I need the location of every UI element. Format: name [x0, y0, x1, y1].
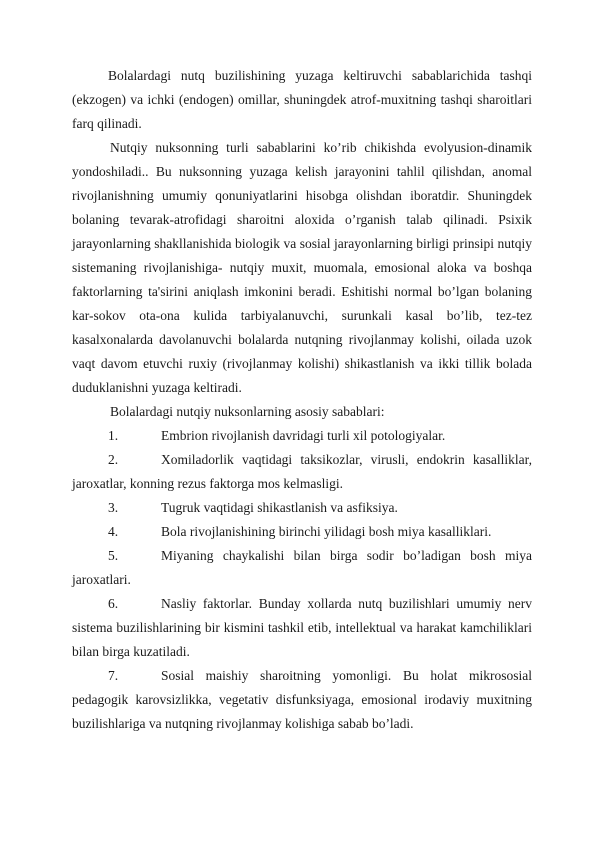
cause-text: Miyaning chaykalishi bilan birga sodir bo’ladigan bosh miya jaroxatlari. [72, 548, 532, 587]
cause-item [72, 424, 532, 448]
cause-number: 2. [108, 452, 119, 467]
cause-text: Embrion rivojlanish davridagi turli xil potologiyalar. [161, 428, 446, 443]
cause-item [72, 664, 532, 736]
cause-number: 4. [108, 524, 119, 539]
cause-item [72, 520, 532, 544]
document-page [72, 64, 532, 736]
cause-text: Bola rivojlanishining birinchi yilidagi bosh miya kasalliklari. [161, 524, 492, 539]
cause-number: 1. [108, 428, 119, 443]
cause-text: Tugruk vaqtidagi shikastlanish va asfiksiya. [161, 500, 398, 515]
cause-number: 3. [108, 500, 119, 515]
intro-paragraph: Bolalardagi nutq buzilishining yuzaga keltiruvchi sabablarichida tashqi (ekzogen) va ichki (endogen) omillar, shuningdek atrof-muxitning tashqi sharoitlari farq qilinadi. [72, 68, 532, 131]
cause-text: Xomiladorlik vaqtidagi taksikozlar, virusli, endokrin kasalliklar, jaroxatlar, konning rezus faktorga mos kelmasligi. [72, 452, 532, 491]
cause-text: Sosial maishiy sharoitning yomonligi. Bu holat mikrososial pedagogik karovsizlikka, vegetativ disfunksiyaga, emosional irodaviy muxitning buzilishlariga va nutqning rivojlanmay kolishiga sabab bo’ladi. [72, 668, 532, 731]
analysis-paragraph: Nutqiy nuksonning turli sabablarini ko’rib chikishda evolyusion-dinamik yondoshiladi.. Bu nuksonning yuzaga kelish jarayonini tahlil qilishdan, anomal rivojlanishning umumiy qonuniyatlarini hisobga olishdan iboratdir. Shuningdek bolaning tevarak-atrofidagi sharoitni aloxida o’rganish talab qilinadi. Psixik jarayonlarning shakllanishida biologik va sosial jarayonlarning birligi prinsipi nutqiy sistemaning rivojlanishiga- nutqiy muxit, muomala, emosional aloka va boshqa faktorlarning ta'sirini aniqlash imkonini beradi. Eshitishi normal bo’lgan bolaning kar-sokov ota-ona kulida tarbiyalanuvchi, surunkali kasal bo’lib, tez-tez kasalxonalarda davolanuvchi bolalarda nutqning rivojlanmay kolishi, oilada uzok vaqt davom etuvchi ruxiy (rivojlanmay kolishi) shikastlanish va ikki tillik bolada duduklanishni yuzaga keltiradi. [72, 140, 532, 395]
cause-item [72, 448, 532, 496]
causes-heading: Bolalardagi nutqiy nuksonlarning asosiy sabablari: [110, 404, 385, 419]
cause-item [72, 496, 532, 520]
cause-number: 5. [108, 548, 119, 563]
cause-item [72, 592, 532, 664]
cause-item [72, 544, 532, 592]
cause-text: Nasliy faktorlar. Bunday xollarda nutq buzilishlari umumiy nerv sistema buzilishlarining bir kismini tashkil etib, intellektual va harakat kamchiliklari bilan birga kuzatiladi. [72, 596, 532, 659]
cause-number: 6. [108, 596, 119, 611]
cause-number: 7. [108, 668, 119, 683]
